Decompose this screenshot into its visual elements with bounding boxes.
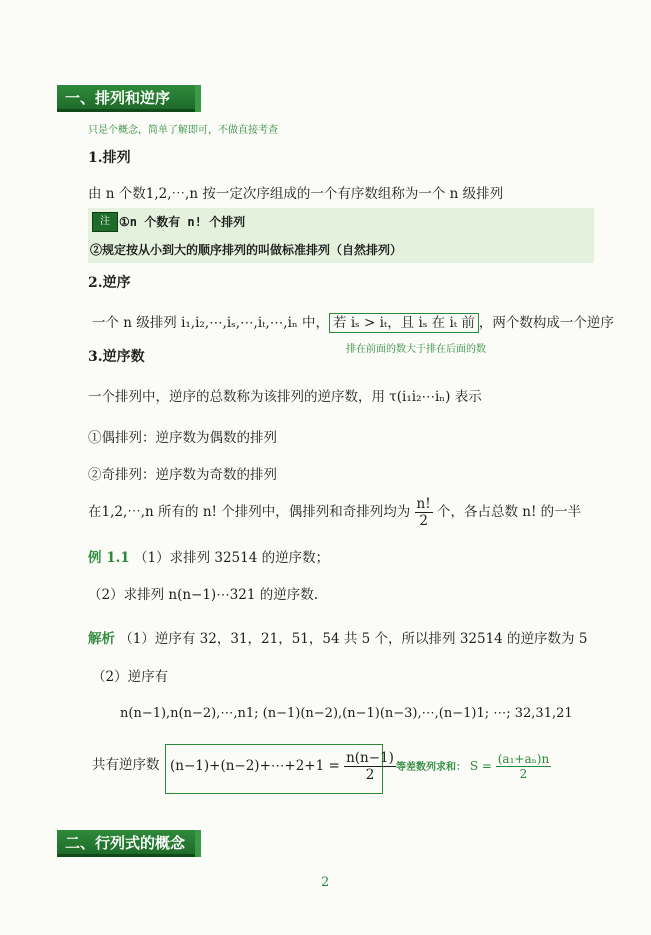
half-fraction-den: 2 — [419, 513, 428, 529]
note-tag: 注 — [92, 212, 118, 232]
total-fraction — [344, 750, 396, 783]
solution-label: 解析 — [88, 631, 115, 647]
page-number: 2 — [321, 875, 330, 890]
inversion-condition-box: 若 iₛ > iₜ，且 iₛ 在 iₜ 前 — [329, 313, 479, 333]
total-label: 共有逆序数 — [92, 757, 160, 773]
solution-2: （2）逆序有 — [92, 669, 169, 685]
arithmetic-sum-label: 等差数列求和： — [396, 762, 466, 773]
solution-1 — [88, 627, 587, 647]
section-title-1: 一、排列和逆序 — [57, 85, 195, 112]
permutation-definition: 由 n 个数1,2,⋯,n 按一定次序组成的一个有序数组称为一个 n 级排列 — [88, 186, 504, 202]
handwritten-note-inversion: 排在前面的数大于排在后面的数 — [346, 344, 486, 355]
odd-permutation: ②奇排列：逆序数为奇数的排列 — [88, 467, 277, 483]
total-fraction-den: 2 — [365, 767, 375, 783]
subheading-permutation: 1.排列 — [88, 150, 131, 166]
example-q1-text: （1）求排列 32514 的逆序数； — [133, 550, 330, 566]
half-fraction-num: n! — [416, 496, 431, 512]
arithmetic-sum-note — [396, 752, 551, 781]
sum-fraction — [496, 752, 551, 781]
half-statement-a: 在1,2,⋯,n 所有的 n! 个排列中，偶排列和奇排列均为 — [88, 504, 411, 520]
sum-fraction-num: (a₁+aₙ)n — [497, 752, 550, 766]
note-line-2: ②规定按从小到大的顺序排列的叫做标准排列（自然排列） — [90, 243, 403, 257]
total-fraction-num: n(n−1) — [346, 750, 394, 766]
inversion-number-definition: 一个排列中，逆序的总数称为该排列的逆序数，用 τ(i₁i₂⋯iₙ) 表示 — [88, 389, 482, 405]
note-line-1: ①n 个数有 n! 个排列 — [119, 215, 246, 229]
handwritten-note-top: 只是个概念，简单了解即可，不做直接考查 — [88, 125, 278, 136]
total-expression: (n−1)+(n−2)+⋯+2+1 = — [170, 758, 340, 774]
subheading-inversion: 2.逆序 — [88, 275, 131, 291]
half-statement-b: 个，各占总数 n! 的一半 — [436, 504, 582, 520]
even-permutation: ①偶排列：逆序数为偶数的排列 — [88, 430, 277, 446]
inversion-definition-a: 一个 n 级排列 i₁,i₂,⋯,iₛ,⋯,iₜ,⋯,iₙ 中， — [92, 315, 330, 331]
example-label: 例 1.1 — [88, 550, 130, 566]
sum-fraction-den: 2 — [519, 767, 528, 781]
section-title-2: 二、行列式的概念 — [57, 830, 195, 857]
half-fraction — [415, 496, 433, 529]
half-statement — [88, 496, 581, 529]
total-formula — [170, 750, 396, 783]
subheading-inversion-number: 3.逆序数 — [88, 349, 145, 365]
sum-lhs: S = — [469, 759, 492, 773]
inversion-definition — [92, 311, 614, 331]
example-question-1 — [88, 546, 329, 566]
solution-inversion-list: n(n−1),n(n−2),⋯,n1; (n−1)(n−2),(n−1)(n−3),⋯,(n−1)1; ⋯; 32,31,21 — [120, 706, 573, 721]
example-question-2: （2）求排列 n(n−1)⋯321 的逆序数. — [88, 587, 319, 603]
solution-1-text: （1）逆序有 32，31，21，51，54 共 5 个，所以排列 32514 的逆序数为 5 — [119, 631, 588, 647]
inversion-definition-b: ，两个数构成一个逆序 — [478, 315, 614, 331]
